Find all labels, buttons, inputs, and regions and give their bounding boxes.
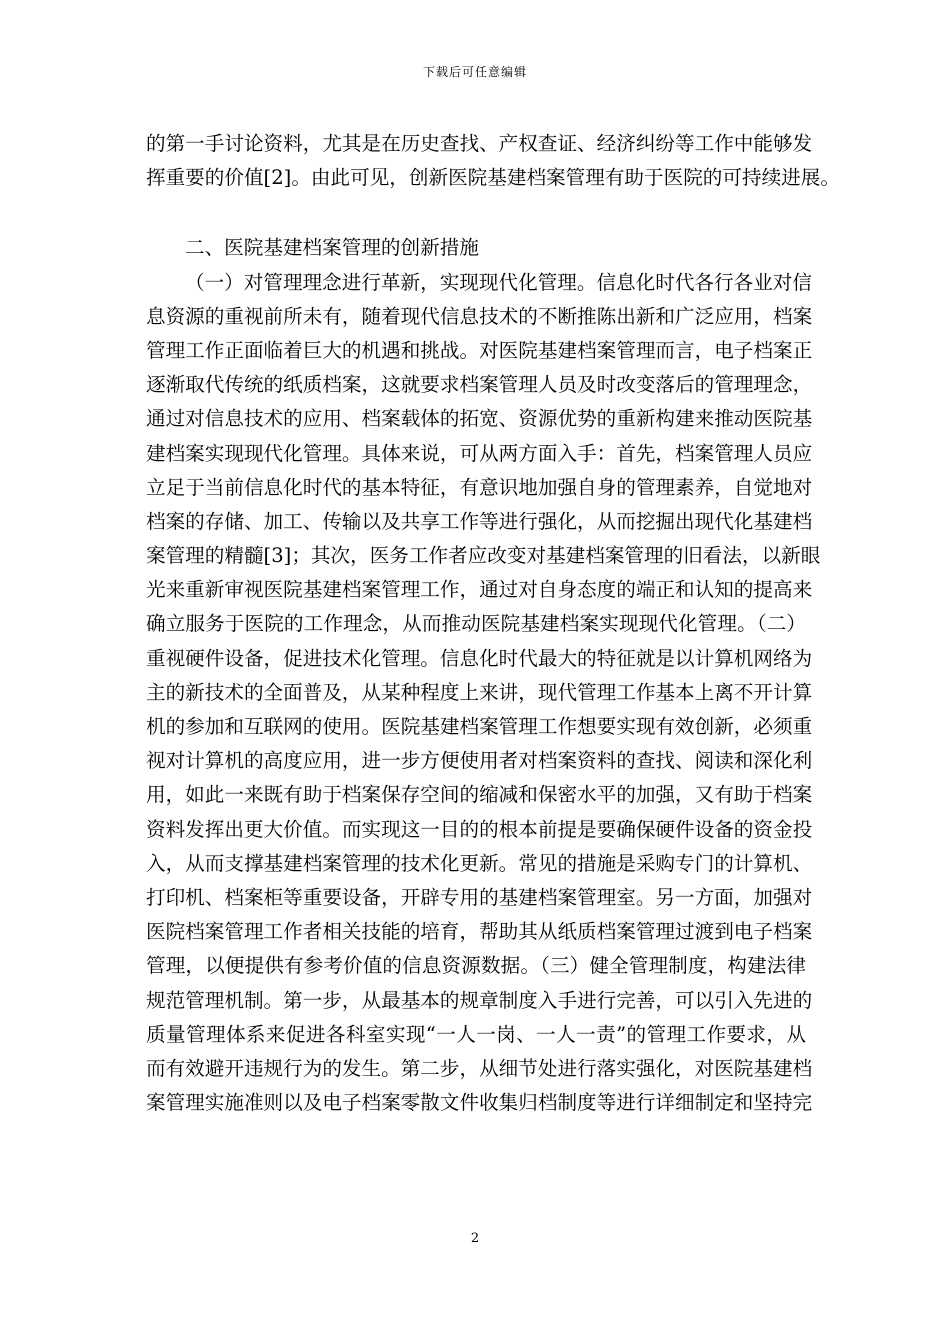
text-line: 主的新技术的全面普及，从某种程度上来讲，现代管理工作基本上离不开计算 [146, 680, 813, 704]
text-line: 立足于当前信息化时代的基本特征，有意识地加强自身的管理素养，自觉地对 [146, 475, 813, 499]
text-line: 打印机、档案柜等重要设备，开辟专用的基建档案管理室。另一方面，加强对 [146, 885, 813, 909]
paragraph [146, 127, 840, 195]
text-line: 通过对信息技术的应用、档案载体的拓宽、资源优势的重新构建来推动医院基 [146, 407, 813, 431]
text-line: 逐渐取代传统的纸质档案，这就要求档案管理人员及时改变落后的管理理念， [146, 373, 813, 397]
text-line: 挥重要的价值[2]。由此可见，创新医院基建档案管理有助于医院的可持续进展。 [146, 166, 840, 190]
section-heading: 二、医院基建档案管理的创新措施 [185, 236, 479, 260]
text-line: 案管理实施准则以及电子档案零散文件收集归档制度等进行详细制定和坚持完 [146, 1091, 813, 1115]
text-line: 重视硬件设备，促进技术化管理。信息化时代最大的特征就是以计算机网络为 [146, 646, 813, 670]
text-line: 档案的存储、加工、传输以及共享工作等进行强化，从而挖掘出现代化基建档 [146, 509, 813, 533]
text-line: 质量管理体系来促进各科室实现“一人一岗、一人一责”的管理工作要求，从 [146, 1022, 806, 1046]
text-line: 管理，以便提供有参考价值的信息资源数据。（三）健全管理制度，构建法律 [146, 954, 806, 978]
text-line: 医院档案管理工作者相关技能的培育，帮助其从纸质档案管理过渡到电子档案 [146, 920, 813, 944]
text-line: 用，如此一来既有助于档案保存空间的缩减和保密水平的加强，又有助于档案 [146, 783, 813, 807]
text-line: 资料发挥出更大价值。而实现这一目的的根本前提是要确保硬件设备的资金投 [146, 817, 813, 841]
text-line: 机的参加和互联网的使用。医院基建档案管理工作想要实现有效创新，必须重 [146, 715, 813, 738]
page-number: 2 [470, 1231, 480, 1246]
paragraph [146, 266, 821, 1121]
document-body [146, 127, 840, 1120]
text-line: 管理工作正面临着巨大的机遇和挑战。对医院基建档案管理而言，电子档案正 [146, 338, 813, 362]
text-line: 而有效避开违规行为的发生。第二步，从细节处进行落实强化，对医院基建档 [146, 1056, 813, 1080]
text-line: 确立服务于医院的工作理念，从而推动医院基建档案实现现代化管理。（二） [146, 612, 806, 636]
text-line: 息资源的重视前所未有，随着现代信息技术的不断推陈出新和广泛应用，档案 [146, 304, 813, 328]
text-line: 案管理的精髓[3]；其次，医务工作者应改变对基建档案管理的旧看法，以新眼 [146, 544, 821, 568]
text-line: 规范管理机制。第一步，从最基本的规章制度入手进行完善，可以引入先进的 [146, 988, 813, 1012]
text-line: 建档案实现现代化管理。具体来说，可从两方面入手：首先，档案管理人员应 [146, 441, 813, 465]
text-line: （一）对管理理念进行革新，实现现代化管理。信息化时代各行各业对信 [185, 270, 812, 294]
text-line: 的第一手讨论资料，尤其是在历史查找、产权查证、经济纠纷等工作中能够发 [146, 132, 813, 155]
page-header: 下载后可任意编辑 [422, 65, 527, 79]
text-line: 入，从而支撑基建档案管理的技术化更新。常见的措施是采购专门的计算机、 [146, 851, 813, 875]
text-line: 视对计算机的高度应用，进一步方便使用者对档案资料的查找、阅读和深化利 [146, 749, 813, 773]
text-line: 光来重新审视医院基建档案管理工作，通过对自身态度的端正和认知的提高来 [146, 578, 813, 602]
paragraph-gap [146, 195, 806, 231]
